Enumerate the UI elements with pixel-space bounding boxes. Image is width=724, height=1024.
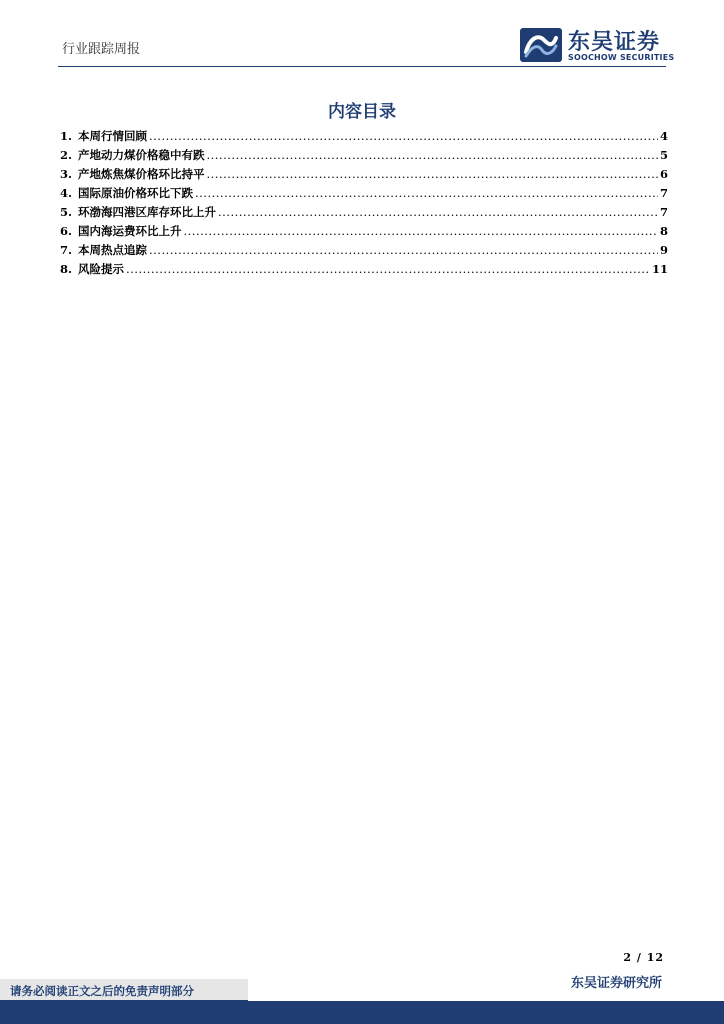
soochow-logo-icon [520, 28, 562, 62]
toc-entry-page: 7 [659, 205, 668, 219]
toc-entry-6[interactable] [60, 223, 668, 242]
toc-entry-number: 3. [60, 167, 73, 181]
toc-entry-number: 1. [60, 129, 73, 143]
toc-leader-dots [207, 167, 658, 181]
toc-entry-number: 5. [60, 205, 73, 219]
toc-entry-number: 7. [60, 243, 73, 257]
toc-leader-dots [195, 186, 658, 200]
toc-entry-number: 4. [60, 186, 73, 200]
toc-entry-2[interactable] [60, 147, 668, 166]
toc-leader-dots [149, 243, 658, 257]
toc-leader-dots [126, 262, 650, 276]
toc-entry-4[interactable] [60, 185, 668, 204]
disclaimer-banner [0, 979, 248, 1003]
toc-entry-title: 风险提示 [78, 262, 124, 276]
toc-entry-5[interactable] [60, 204, 668, 223]
disclaimer-text: 请务必阅读正文之后的免责声明部分 [10, 984, 194, 998]
institute-name: 东吴证券研究所 [570, 976, 662, 991]
toc-entry-8[interactable] [60, 261, 668, 280]
toc-entry-title: 产地炼焦煤价格环比持平 [78, 167, 205, 181]
table-of-contents [60, 128, 668, 280]
toc-entry-7[interactable] [60, 242, 668, 261]
toc-entry-number: 6. [60, 224, 73, 238]
toc-entry-page: 11 [651, 262, 668, 276]
toc-leader-dots [207, 148, 658, 162]
toc-entry-title: 产地动力煤价格稳中有跌 [78, 148, 205, 162]
toc-entry-1[interactable] [60, 128, 668, 147]
toc-entry-page: 8 [659, 224, 668, 238]
toc-entry-number: 2. [60, 148, 73, 162]
toc-leader-dots [149, 129, 658, 143]
brand-name-cn: 东吴证券 [568, 30, 661, 55]
report-type-label: 行业跟踪周报 [62, 42, 141, 57]
toc-entry-page: 6 [659, 167, 668, 181]
toc-entry-title: 环渤海四港区库存环比上升 [78, 205, 216, 219]
toc-entry-page: 9 [659, 243, 668, 257]
toc-title: 内容目录 [328, 102, 396, 122]
toc-entry-title: 本周热点追踪 [78, 243, 147, 257]
brand-logo [520, 25, 680, 65]
toc-entry-page: 4 [659, 129, 668, 143]
toc-entry-page: 7 [659, 186, 668, 200]
toc-entry-3[interactable] [60, 166, 668, 185]
footer-bar [0, 1001, 724, 1024]
toc-entry-title: 国内海运费环比上升 [78, 224, 182, 238]
toc-entry-title: 国际原油价格环比下跌 [78, 186, 193, 200]
toc-entry-page: 5 [659, 148, 668, 162]
brand-name-en: SOOCHOW SECURITIES [568, 53, 675, 62]
toc-entry-title: 本周行情回顾 [78, 129, 147, 143]
header-divider [58, 66, 666, 67]
page-indicator: 2 / 12 [623, 951, 664, 964]
toc-entry-number: 8. [60, 262, 73, 276]
toc-leader-dots [184, 224, 658, 238]
toc-leader-dots [218, 205, 658, 219]
